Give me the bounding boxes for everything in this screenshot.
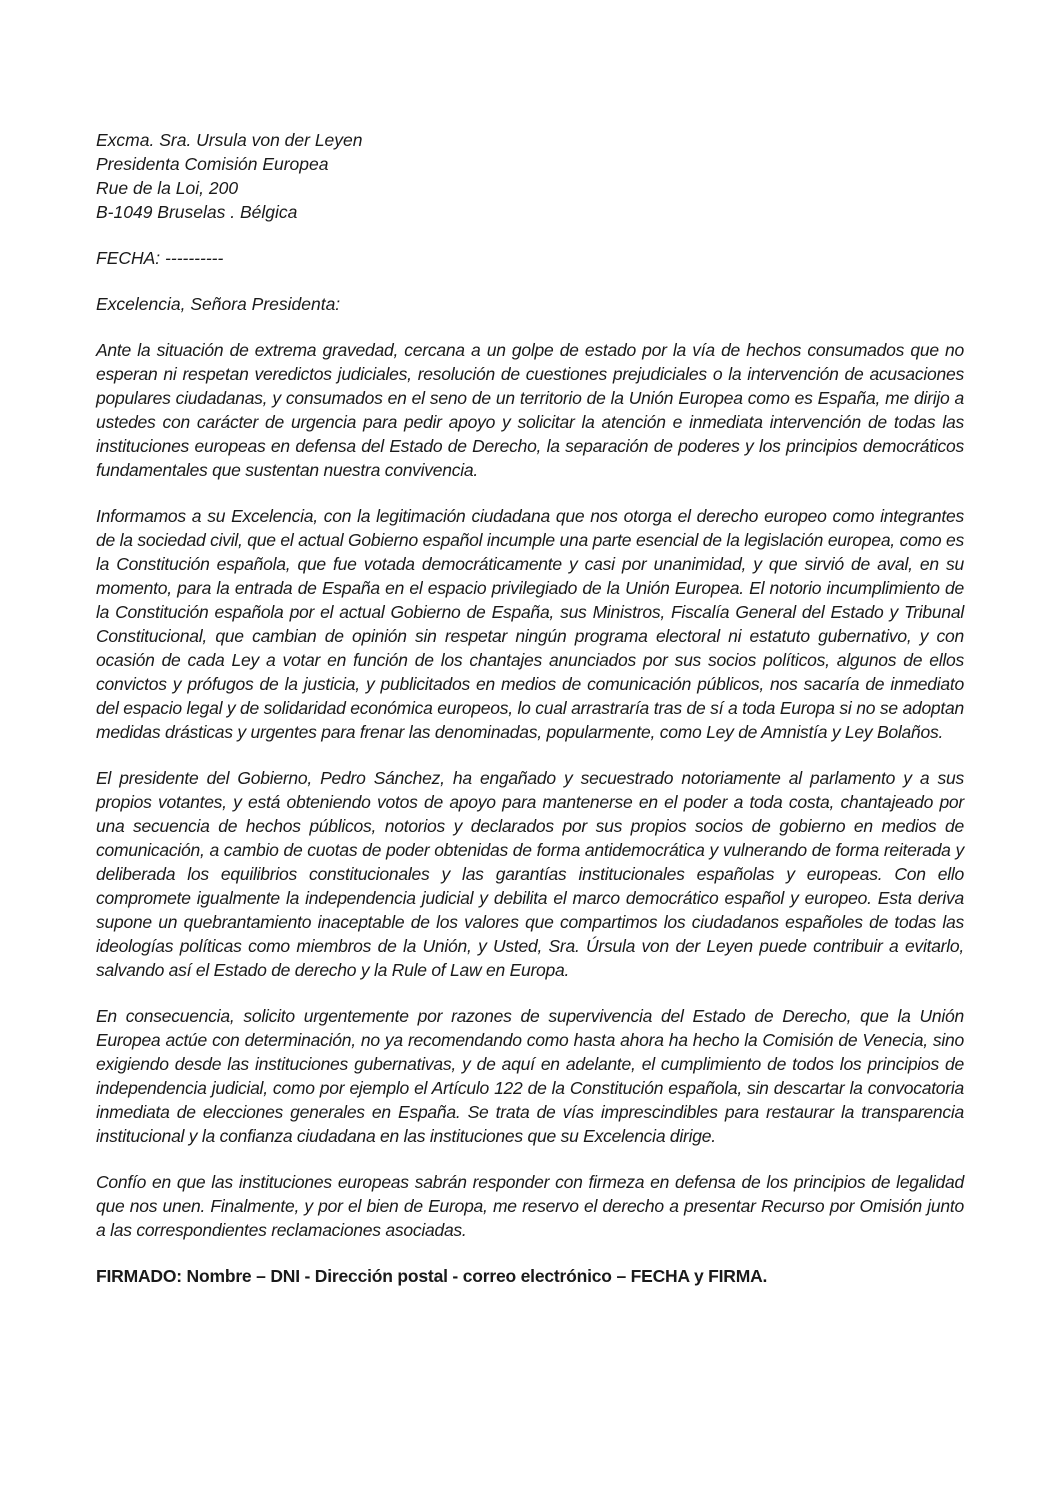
recipient-title: Presidenta Comisión Europea — [96, 154, 329, 174]
paragraph-2: Informamos a su Excelencia, con la legitimación ciudadana que nos otorga el derecho europeo como integrantes de la sociedad civil, que el actual Gobierno español incumple una parte esencial de la legislación europea, como es la Constitución española, que fue votada democráticamente y casi por unanimidad, y que sirvió de aval, en su momento, para la entrada de España en el espacio privilegiado de la Unión Europea. El notorio incumplimiento de la Constitución española por el actual Gobierno de España, sus Ministros, Fiscalía General del Estado y Tribunal Constitucional, que cambian de opinión sin respetar ningún programa electoral ni estatuto gubernativo, y con ocasión de cada Ley a votar en función de los chantajes anunciados por sus socios políticos, algunos de ellos convictos y prófugos de la justicia, y publicitados en medios de comunicación públicos, nos sacaría de inmediato del espacio legal y de solidaridad económica europeos, lo cual arrastraría tras de sí a toda Europa si no se adoptan medidas drásticas y urgentes para frenar las denominadas, popularmente, como Ley de Amnistía y Ley Bolaños. — [96, 506, 964, 742]
date-line: FECHA: ---------- — [96, 248, 224, 268]
recipient-street: Rue de la Loi, 200 — [96, 178, 239, 198]
signature-line: FIRMADO: Nombre – DNI - Dirección postal - correo electrónico – FECHA y FIRMA. — [96, 1266, 768, 1286]
letter-page — [96, 128, 964, 1288]
recipient-name: Excma. Sra. Ursula von der Leyen — [96, 130, 363, 150]
recipient-city: B-1049 Bruselas . Bélgica — [96, 202, 298, 222]
paragraph-1: Ante la situación de extrema gravedad, cercana a un golpe de estado por la vía de hechos consumados que no esperan ni respetan veredictos judiciales, resolución de cuestiones prejudiciales o la intervención de acusaciones populares ciudadanas, y consumados en el seno de un territorio de la Unión Europea como es España, me dirijo a ustedes con carácter de urgencia para pedir apoyo y solicitar la atención e inmediata intervención de todas las instituciones europeas en defensa del Estado de Derecho, la separación de poderes y los principios democráticos fundamentales que sustentan nuestra convivencia. — [96, 340, 964, 480]
paragraph-5: Confío en que las instituciones europeas sabrán responder con firmeza en defensa de los principios de legalidad que nos unen. Finalmente, y por el bien de Europa, me reservo el derecho a presentar Recurso por Omisión junto a las correspondientes reclamaciones asociadas. — [96, 1172, 964, 1240]
paragraph-3: El presidente del Gobierno, Pedro Sánchez, ha engañado y secuestrado notoriamente al parlamento y a sus propios votantes, y está obteniendo votos de apoyo para mantenerse en el poder a toda costa, chantajeado por una secuencia de hechos públicos, notorios y declarados por sus propios socios de gobierno en medios de comunicación, a cambio de cuotas de poder obtenidas de forma antidemocrática y vulnerando de forma reiterada y deliberada los equilibrios constitucionales y las garantías institucionales españolas y europeas. Con ello compromete igualmente la independencia judicial y debilita el marco democrático español y europeo. Esta deriva supone un quebrantamiento inaceptable de los valores que compartimos los ciudadanos españoles de todas las ideologías políticas como miembros de la Unión, y Usted, Sra. Úrsula von der Leyen puede contribuir a evitarlo, salvando así el Estado de derecho y la Rule of Law en Europa. — [96, 768, 964, 980]
paragraph-4: En consecuencia, solicito urgentemente por razones de supervivencia del Estado de Derecho, que la Unión Europea actúe con determinación, no ya recomendando como hasta ahora ha hecho la Comisión de Venecia, sino exigiendo desde las instituciones gubernativas, y de aquí en adelante, el cumplimiento de todos los principios de independencia judicial, como por ejemplo el Artículo 122 de la Constitución española, sin descartar la convocatoria inmediata de elecciones generales en España. Se trata de vías imprescindibles para restaurar la transparencia institucional y la confianza ciudadana en las instituciones que su Excelencia dirige. — [96, 1006, 964, 1146]
salutation: Excelencia, Señora Presidenta: — [96, 294, 341, 314]
recipient-address — [96, 128, 964, 224]
